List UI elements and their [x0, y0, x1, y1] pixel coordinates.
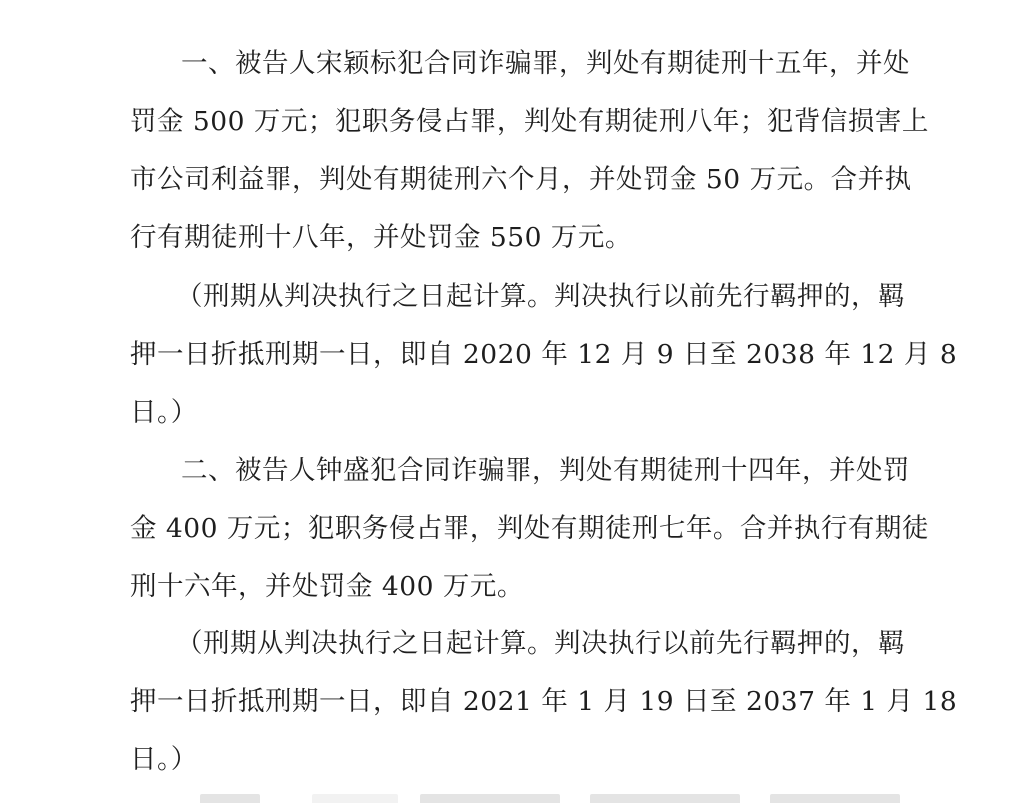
paragraph-1-line-1: 一、被告人宋颖标犯合同诈骗罪，判处有期徒刑十五年，并处 [181, 48, 910, 79]
paragraph-3-line-2: 金 400 万元；犯职务侵占罪，判处有期徒刑七年。合并执行有期徒 [130, 513, 929, 544]
paragraph-1-line-4: 行有期徒刑十八年，并处罚金 550 万元。 [130, 222, 632, 253]
paragraph-4-line-1: （刑期从判决执行之日起计算。判决执行以前先行羁押的，羁 [176, 628, 905, 659]
paragraph-1-line-3: 市公司利益罪，判处有期徒刑六个月，并处罚金 50 万元。合并执 [130, 164, 912, 195]
cropped-text-fragment [312, 794, 398, 803]
paragraph-2-line-2: 押一日折抵刑期一日，即自 2020 年 12 月 9 日至 2038 年 12 月 8 [130, 339, 958, 370]
paragraph-3-line-3: 刑十六年，并处罚金 400 万元。 [130, 571, 524, 602]
paragraph-2-line-1: （刑期从判决执行之日起计算。判决执行以前先行羁押的，羁 [176, 281, 905, 312]
cropped-text-fragment [200, 794, 260, 803]
paragraph-4-line-3: 日。） [130, 744, 198, 775]
paragraph-2-line-3: 日。） [130, 397, 198, 428]
cropped-text-fragment [420, 794, 560, 803]
paragraph-1-line-2: 罚金 500 万元；犯职务侵占罪，判处有期徒刑八年；犯背信损害上 [130, 106, 929, 137]
cropped-next-line [0, 788, 1024, 803]
cropped-text-fragment [770, 794, 900, 803]
cropped-text-fragment [590, 794, 740, 803]
paragraph-3-line-1: 二、被告人钟盛犯合同诈骗罪，判处有期徒刑十四年，并处罚 [181, 455, 910, 486]
paragraph-4-line-2: 押一日折抵刑期一日，即自 2021 年 1 月 19 日至 2037 年 1 月 18 [130, 686, 958, 717]
